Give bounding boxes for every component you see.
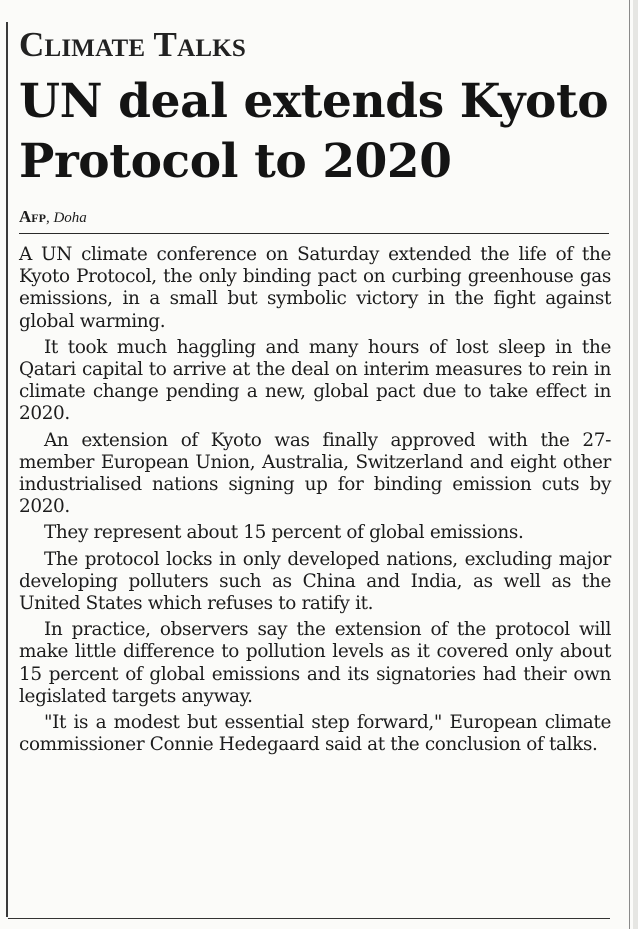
paragraph-7: "It is a modest but essential step forward," European climate commissioner Connie Hedegaard said at the conclusion of talks. — [19, 712, 611, 756]
article-byline — [19, 208, 611, 227]
column-rule-right — [629, 0, 630, 929]
article-kicker: Climate Talks — [19, 25, 246, 64]
paragraph-2: It took much haggling and many hours of lost sleep in the Qatari capital to arrive at the deal on interim measures to rein in climate change pending a new, global pact due to take effect in 2020. — [19, 336, 611, 425]
paragraph-5: The protocol locks in only developed nations, excluding major developing polluters such as China and India, as well as the United States which refuses to ratify it. — [19, 548, 611, 615]
article-headline: UN deal extends Kyoto Protocol to 2020 — [19, 74, 609, 189]
article-body — [19, 244, 611, 756]
column-rule-left — [6, 22, 8, 917]
page-edge — [633, 0, 638, 929]
news-article — [19, 26, 611, 760]
byline-place: Doha — [53, 210, 87, 226]
paragraph-6: In practice, observers say the extension of the protocol will make little difference to pollution levels as it covered only about 15 percent of global emissions and its signatories had their own legislated targets anyway. — [19, 619, 611, 707]
paragraph-3: An extension of Kyoto was finally approved with the 27-member European Union, Australia, Switzerland and eight other industrialised nations signing up for binding emission cuts by 2020. — [19, 429, 611, 518]
article-bottom-rule — [8, 918, 610, 919]
byline-divider — [19, 233, 609, 234]
byline-agency: Afp — [19, 207, 46, 226]
paragraph-4: They represent about 15 percent of global emissions. — [44, 522, 524, 544]
byline-separator: , — [45, 210, 54, 226]
paragraph-1: A UN climate conference on Saturday extended the life of the Kyoto Protocol, the only binding pact on curbing greenhouse gas emissions, in a small but symbolic victory in the fight against global warming. — [19, 244, 611, 332]
